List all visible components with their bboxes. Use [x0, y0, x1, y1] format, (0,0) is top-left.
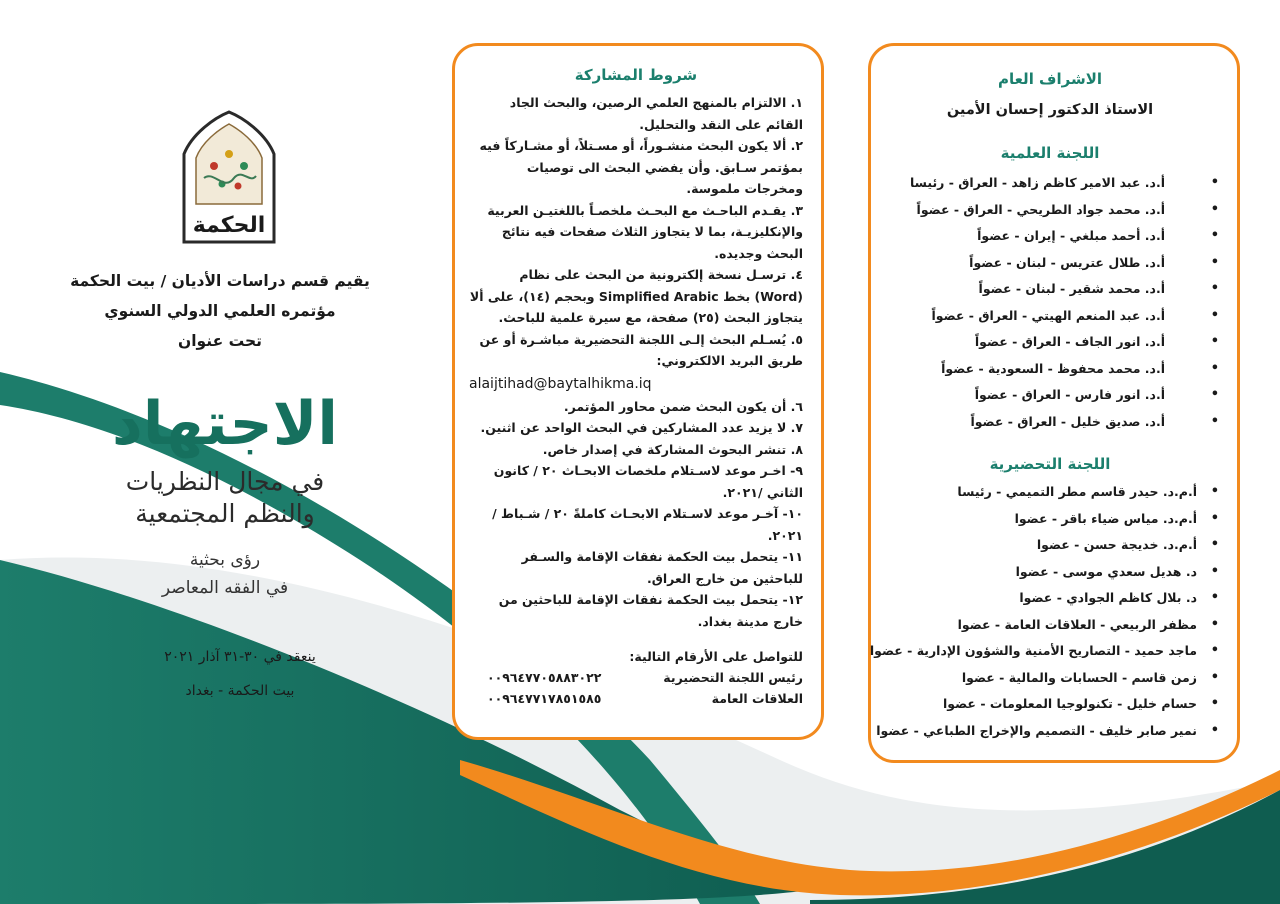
- contact-label: رئيس اللجنة التحضيرية: [663, 670, 803, 685]
- preparatory-committee-title: اللجنة التحضيرية: [989, 455, 1111, 473]
- list-item: • د. هديل سعدي موسى - عضوا: [885, 559, 1215, 586]
- event-date: ينعقد في ٣٠-٣١ آذار ٢٠٢١: [164, 649, 316, 665]
- organizer-line: مؤتمره العلمي الدولي السنوي: [104, 302, 336, 320]
- condition-item: ٢. ألا يكون البحث منشـوراً، أو مسـتلاً، أو مشـاركاً فيه بمؤتمر سـابق. وأن يفضي البحث الى توصيات ومخرجات ملموسة.: [479, 138, 803, 196]
- list-item: • ماجد حميد - التصاريح الأمنية والشؤون الإدارية - عضوا: [885, 638, 1215, 665]
- tagline: [100, 546, 350, 602]
- tagline-line: رؤى بحثية: [189, 550, 261, 570]
- list-item: • أ.د. انور فارس - العراق - عضواً: [885, 382, 1215, 409]
- supervision-title: الاشراف العام: [997, 70, 1103, 88]
- list-item: • د. بلال كاظم الجوادي - عضوا: [885, 585, 1215, 612]
- list-item: • أ.م.د. خديجة حسن - عضوا: [885, 532, 1215, 559]
- submission-email-link[interactable]: alaijtihad@baytalhikma.iq: [469, 375, 652, 392]
- condition-item: ١١- يتحمل بيت الحكمة نفقات الإقامة والسـفر للباحثين من خارج العراق.: [521, 549, 803, 586]
- contact-phone[interactable]: ٠٠٩٦٤٧٧٠٥٨٨٣٠٢٢: [487, 670, 602, 685]
- preparatory-committee-list: [869, 479, 1215, 744]
- contact-phone[interactable]: ٠٠٩٦٤٧٧١٧٨٥١٥٨٥: [487, 691, 602, 706]
- condition-item: ٦. أن يكون البحث ضمن محاور المؤتمر.: [563, 398, 803, 414]
- committees-panel: [868, 43, 1240, 763]
- list-item: • أ.د. طلال عتريس - لبنان - عضواً: [885, 250, 1215, 277]
- conditions-panel: [452, 43, 824, 740]
- list-item: • مظفر الربيعي - العلاقات العامة - عضوا: [885, 612, 1215, 639]
- list-item: • حسام خليل - تكنولوجيا المعلومات - عضوا: [885, 691, 1215, 718]
- tagline-line: في الفقه المعاصر: [161, 578, 289, 598]
- conditions-list: [469, 92, 803, 632]
- scientific-committee-list: [885, 170, 1215, 435]
- scientific-committee-title: اللجنة العلمية: [1000, 144, 1100, 162]
- organizer-block: [30, 266, 410, 356]
- subtitle-line: في مجال النظريات: [125, 467, 325, 496]
- list-item: • أ.م.د. مياس ضياء باقر - عضوا: [885, 506, 1215, 533]
- organizer-line: يقيم قسم دراسات الأديان / بيت الحكمة: [70, 272, 370, 290]
- condition-item: ٧. لا يزيد عدد المشاركين في البحث الواحد عن اثنين.: [480, 420, 803, 435]
- supervisor-name: الاستاذ الدكتور إحسان الأمين: [946, 102, 1154, 118]
- condition-item: ٤. ترسـل نسخة إلكترونية من البحث على نظام (Word) بخط Simplified Arabic وبحجم (١٤)، على ألا يتجاوز البحث (٢٥) صفحة، مع سيرة علمية للباحث.: [469, 267, 803, 325]
- condition-item: ٩- اخـر موعد لاسـتلام ملخصات الابحـاث ٢٠ / كانون الثاني /٢٠٢١.: [493, 463, 803, 500]
- condition-item: ١٠- آخـر موعد لاسـتلام الابحـاث كاملةً ٢٠ / شـباط / ٢٠٢١.: [492, 506, 803, 543]
- conference-title: الاجتهاد: [112, 389, 338, 459]
- contact-row: [469, 667, 803, 688]
- list-item: • أ.د. عبد الامير كاظم زاهد - العراق - رئيسا: [885, 170, 1215, 197]
- list-item: • أ.م.د. حيدر قاسم مطر التميمي - رئيسا: [885, 479, 1215, 506]
- conference-subtitle: [60, 466, 390, 530]
- condition-item: ١. الالتزام بالمنهج العلمي الرصين، والبحث الجاد القائم على النقد والتحليل.: [509, 95, 803, 132]
- subtitle-line: والنظم المجتمعية: [135, 499, 315, 528]
- event-venue: بيت الحكمة - بغداد: [185, 683, 295, 699]
- list-item: • زمن قاسم - الحسابات والمالية - عضوا: [885, 665, 1215, 692]
- logo-text: الحكمة: [192, 213, 266, 238]
- list-item: • أ.د. محمد جواد الطريحي - العراق - عضواً: [885, 197, 1215, 224]
- condition-item: ١٢- يتحمل بيت الحكمة نفقات الإقامة للباحثين من خارج مدينة بغداد.: [498, 592, 803, 629]
- contacts-heading: للتواصل على الأرقام التالية:: [629, 649, 803, 664]
- conditions-title: شروط المشاركة: [574, 66, 698, 84]
- condition-item: ٣. يقـدم الباحـث مع البحـث ملخصـاً باللغتيـن العربية والإنكليزيـة، بما لا يتجاوز الثلاث صفحات فيه نتائج البحث وجديده.: [487, 202, 803, 261]
- organizer-line: تحت عنوان: [178, 332, 262, 350]
- bayt-al-hikma-logo-icon: [174, 108, 284, 248]
- list-item: • نمير صابر خليف - التصميم والإخراج الطباعي - عضوا: [885, 718, 1215, 745]
- contact-row: [469, 688, 803, 709]
- condition-item: ٨. تنشر البحوث المشاركة في إصدار خاص.: [542, 441, 803, 457]
- list-item: • أ.د. صديق خليل - العراق - عضواً: [885, 409, 1215, 436]
- list-item: • أ.د. انور الجاف - العراق - عضواً: [885, 329, 1215, 356]
- condition-item: ٥. يُسـلم البحث إلـى اللجنة التحضيرية مباشـرة أو عن طريق البريد الالكتروني:: [479, 331, 803, 368]
- contact-label: العلاقات العامة: [711, 691, 803, 706]
- list-item: • أ.د. أحمد مبلغي - إيران - عضواً: [885, 223, 1215, 250]
- list-item: • أ.د. عبد المنعم الهيتي - العراق - عضواً: [885, 303, 1215, 330]
- event-details: [110, 640, 370, 708]
- list-item: • أ.د. محمد محفوظ - السعودية - عضواً: [885, 356, 1215, 383]
- list-item: • أ.د. محمد شقير - لبنان - عضواً: [885, 276, 1215, 303]
